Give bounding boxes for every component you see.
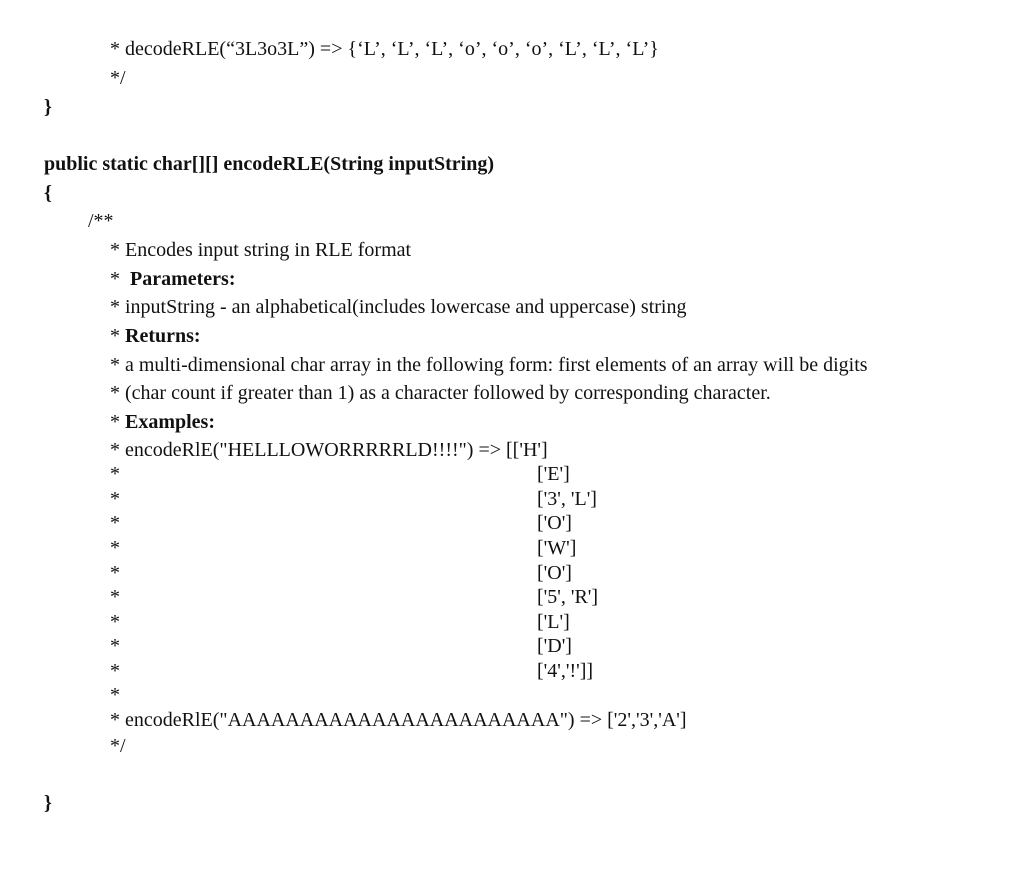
comment-close: */ <box>110 67 126 89</box>
example1-row-star: * <box>110 611 120 633</box>
parameters-heading: Parameters: <box>130 268 236 290</box>
example1-row-value: ['D'] <box>537 635 572 657</box>
returns-description-1: * a multi-dimensional char array in the following form: first elements of an array will be digits <box>110 354 868 376</box>
example1-row-star: * <box>110 488 120 510</box>
comment-star: * <box>110 411 125 433</box>
example1-row-star: * <box>110 537 120 559</box>
comment-close: */ <box>110 735 126 757</box>
parameters-line <box>110 267 236 291</box>
example1-row-star: * <box>110 463 120 485</box>
example2-line: * encodeRlE("AAAAAAAAAAAAAAAAAAAAAAA") => ['2','3','A'] <box>110 709 687 731</box>
examples-heading: Examples: <box>125 411 215 433</box>
example1-row-value: ['W'] <box>537 537 577 559</box>
example1-row-value: ['3', 'L'] <box>537 488 597 510</box>
example1-row-star: * <box>110 635 120 657</box>
example1-row-value: ['E'] <box>537 463 570 485</box>
returns-heading: Returns: <box>125 325 201 347</box>
comment-star: * <box>110 684 120 706</box>
description-line: * Encodes input string in RLE format <box>110 239 412 261</box>
example1-call: * encodeRlE("HELLLOWORRRRRLD!!!!") => [['H'] <box>110 439 548 461</box>
closing-brace: } <box>44 96 52 118</box>
decode-example-line: * decodeRLE(“3L3o3L”) => {‘L’, ‘L’, ‘L’, ‘o’, ‘o’, ‘o’, ‘L’, ‘L’, ‘L’} <box>110 38 659 60</box>
param-description: * inputString - an alphabetical(includes lowercase and uppercase) string <box>110 296 687 318</box>
example1-row-star: * <box>110 562 120 584</box>
comment-star: * <box>110 325 125 347</box>
examples-line <box>110 410 215 434</box>
comment-star: * <box>110 268 120 290</box>
opening-brace: { <box>44 182 52 204</box>
example1-row-value: ['5', 'R'] <box>537 586 599 608</box>
method-signature: public static char[][] encodeRLE(String inputString) <box>44 153 494 175</box>
example1-row-star: * <box>110 512 120 534</box>
example1-row-star: * <box>110 660 120 682</box>
example1-row-value: ['4','!']] <box>537 660 594 682</box>
comment-open: /** <box>88 210 114 232</box>
example1-row-value: ['L'] <box>537 611 570 633</box>
closing-brace: } <box>44 792 52 814</box>
returns-line <box>110 324 201 348</box>
example1-row-star: * <box>110 586 120 608</box>
returns-description-2: * (char count if greater than 1) as a character followed by corresponding character. <box>110 382 771 404</box>
example1-row-value: ['O'] <box>537 512 572 534</box>
example1-row-value: ['O'] <box>537 562 572 584</box>
